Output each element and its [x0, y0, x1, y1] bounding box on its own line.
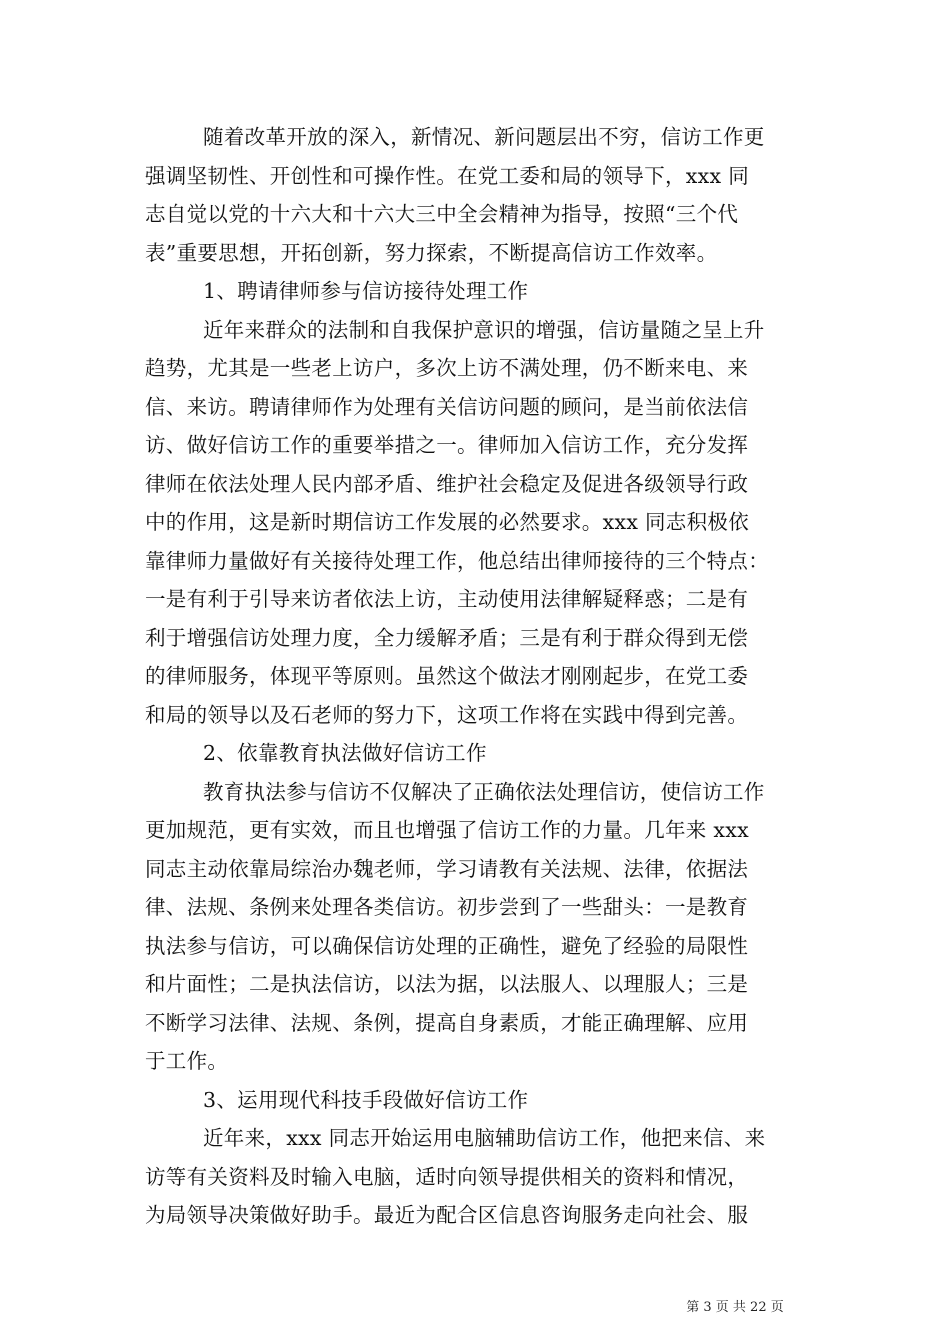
text-line: 的律师服务，体现平等原则。虽然这个做法才刚刚起步，在党工委 [145, 664, 749, 688]
text-line: 为局领导决策做好助手。最近为配合区信息咨询服务走向社会、服 [145, 1203, 749, 1227]
text-line: 一是有利于引导来访者依法上访，主动使用法律解疑释惑；二是有 [145, 587, 749, 611]
body-text [145, 118, 810, 1235]
text-line: 访等有关资料及时输入电脑，适时向领导提供相关的资料和情况， [145, 1164, 749, 1189]
text-line: 中的作用，这是新时期信访工作发展的必然要求。xxx 同志积极依 [145, 510, 749, 534]
section-heading-2: 2、依靠教育执法做好信访工作 [203, 741, 487, 765]
text-line: 随着改革开放的深入，新情况、新问题层出不穷，信访工作更 [203, 125, 765, 149]
text-line: 不断学习法律、法规、条例，提高自身素质，才能正确理解、应用 [145, 1010, 749, 1035]
text-line: 近年来群众的法制和自我保护意识的增强，信访量随之呈上升 [203, 317, 765, 342]
text-line: 律师在依法处理人民内部矛盾、维护社会稳定及促进各级领导行政 [145, 471, 749, 496]
text-line: 表”重要思想，开拓创新，努力探索，不断提高信访工作效率。 [145, 240, 718, 265]
text-line: 和局的领导以及石老师的努力下，这项工作将在实践中得到完善。 [145, 702, 749, 727]
text-line: 更加规范，更有实效，而且也增强了信访工作的力量。几年来 xxx [145, 818, 749, 842]
text-line: 强调坚韧性、开创性和可操作性。在党工委和局的领导下，xxx 同 [145, 163, 749, 188]
text-line: 和片面性；二是执法信访，以法为据，以法服人、以理服人；三是 [145, 972, 749, 996]
text-line: 近年来，xxx 同志开始运用电脑辅助信访工作，他把来信、来 [203, 1126, 766, 1150]
text-line: 律、法规、条例来处理各类信访。初步尝到了一些甜头：一是教育 [145, 895, 749, 919]
text-line: 教育执法参与信访不仅解决了正确依法处理信访，使信访工作 [203, 779, 765, 804]
page-number-footer: 第 3 页 共 22 页 [686, 1300, 784, 1315]
text-line: 访、做好信访工作的重要举措之一。律师加入信访工作，充分发挥 [145, 433, 749, 457]
section-heading-3: 3、运用现代科技手段做好信访工作 [203, 1087, 529, 1112]
section-heading-1: 1、聘请律师参与信访接待处理工作 [203, 279, 529, 303]
text-line: 利于增强信访处理力度，全力缓解矛盾；三是有利于群众得到无偿 [145, 625, 749, 650]
text-line: 志自觉以党的十六大和十六大三中全会精神为指导，按照“三个代 [145, 202, 739, 226]
text-line: 靠律师力量做好有关接待处理工作，他总结出律师接待的三个特点： [145, 548, 769, 573]
text-line: 于工作。 [145, 1049, 229, 1073]
text-line: 同志主动依靠局综治办魏老师，学习请教有关法规、法律，依据法 [145, 856, 749, 881]
text-line: 趋势，尤其是一些老上访户，多次上访不满处理，仍不断来电、来 [145, 356, 749, 380]
text-line: 信、来访。聘请律师作为处理有关信访问题的顾问，是当前依法信 [145, 394, 749, 419]
text-line: 执法参与信访，可以确保信访处理的正确性，避免了经验的局限性 [145, 933, 749, 958]
